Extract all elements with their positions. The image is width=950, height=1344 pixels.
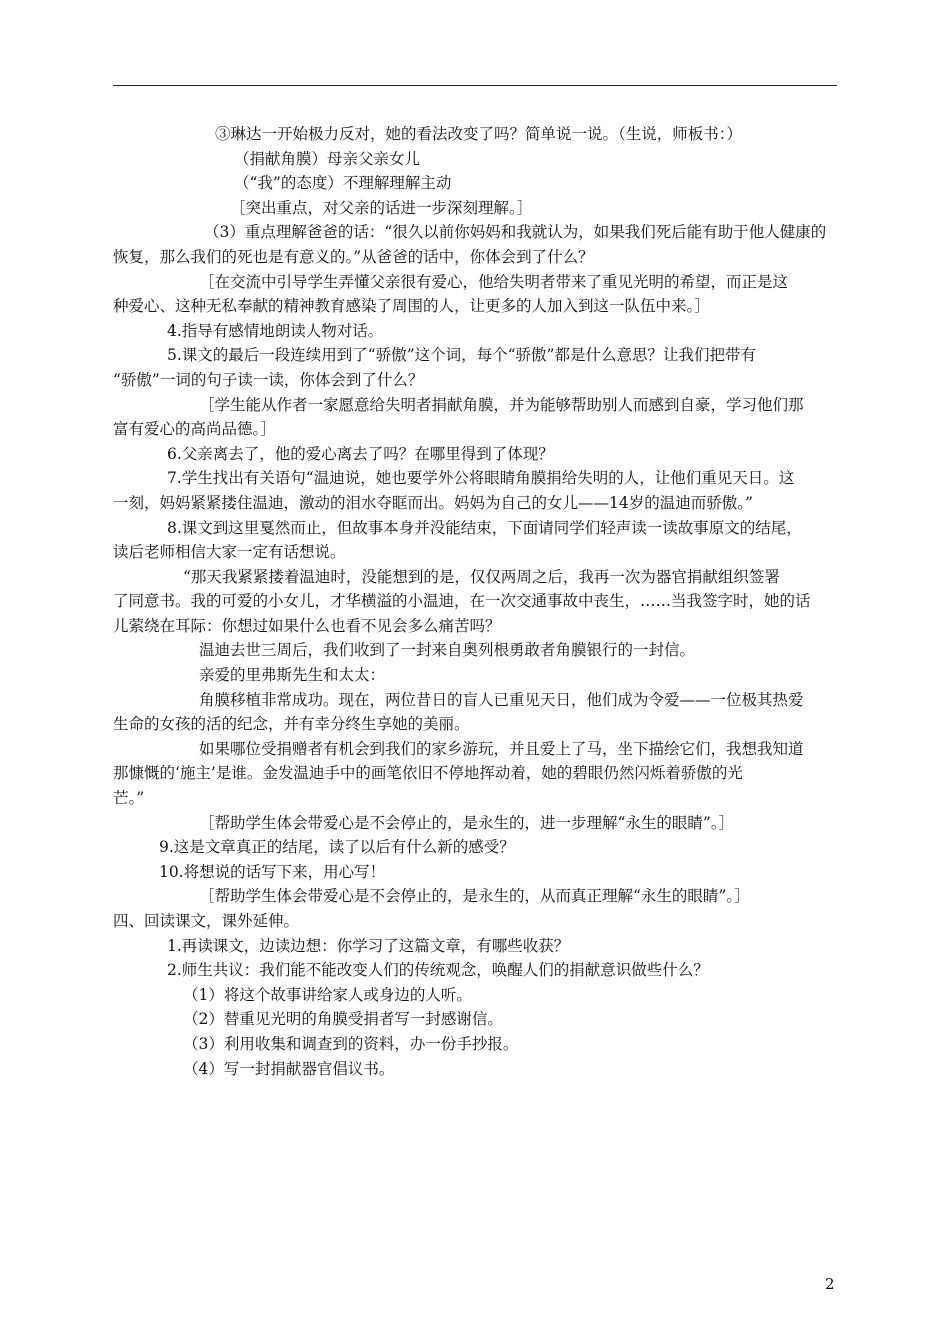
text-line: “骄傲”一词的句子读一读，你体会到了什么？: [113, 370, 424, 389]
text-line: ［在交流中引导学生弄懂父亲很有爱心，他给失明者带来了重见光明的希望，而正是这: [199, 272, 789, 291]
text-line: 4.指导有感情地朗读人物对话。: [167, 321, 384, 340]
text-line: 1.再读课文，边读边想：你学习了这篇文章，有哪些收获？: [167, 936, 570, 955]
text-line: 儿萦绕在耳际：你想过如果什么也看不见会多么痛苦吗？: [113, 616, 501, 635]
text-line: 富有爱心的高尚品德。］: [113, 420, 276, 439]
text-line: 如果哪位受捐赠者有机会到我们的家乡游玩，并且爱上了马，坐下描绘它们，我想我知道: [199, 739, 804, 758]
text-line: ［帮助学生体会带爱心是不会停止的，是永生的，进一步理解“永生的眼睛”。］: [199, 813, 735, 832]
text-line: 7.学生找出有关语句“温迪说，她也要学外公将眼睛角膜捐给失明的人，让他们重见天日。这: [167, 469, 795, 488]
text-line: 那慷慨的‘施主’是谁。金发温迪手中的画笔依旧不停地挥动着，她的碧眼仍然闪烁着骄傲的光: [113, 764, 743, 783]
text-line: ［突出重点，对父亲的话进一步深刻理解。］: [230, 198, 533, 217]
text-line: （“我”的态度）不理解理解主动: [234, 174, 452, 193]
text-line: （捐献角膜）母亲父亲女儿: [234, 149, 421, 168]
text-line: 生命的女孩的活的纪念，并有幸分终生享她的美丽。: [113, 715, 470, 734]
text-line: 10.将想说的话写下来，用心写！: [159, 862, 386, 881]
text-line: 5.课文的最后一段连续用到了“骄傲”这个词，每个“骄傲”都是什么意思？让我们把带有: [167, 346, 756, 365]
text-line: ［帮助学生体会带爱心是不会停止的，是永生的，从而真正理解“永生的眼睛”。］: [199, 887, 750, 906]
text-line: （3）重点理解爸爸的话：“很久以前你妈妈和我就认为，如果我们死后能有助于他人健康的: [204, 223, 827, 242]
text-line: 温迪去世三周后，我们收到了一封来自奥列根勇敢者角膜银行的一封信。: [199, 641, 696, 660]
text-line: “那天我紧紧搂着温迪时，没能想到的是，仅仅两周之后，我再一次为器官捐献组织签署: [183, 567, 780, 586]
text-line: 芒。”: [113, 789, 145, 808]
page-number: 2: [825, 1275, 835, 1293]
text-line: 2.师生共议：我们能不能改变人们的传统观念，唤醒人们的捐献意识做些什么？: [167, 961, 709, 980]
text-line: 了同意书。我的可爱的小女儿，才华横溢的小温迪，在一次交通事故中丧生，……当我签字时，她的话: [113, 592, 811, 611]
text-line: 6.父亲离去了，他的爱心离去了吗？在哪里得到了体现？: [167, 444, 554, 463]
text-line: （4）写一封捐献器官倡议书。: [183, 1059, 395, 1078]
text-line: （3）利用收集和调查到的资料，办一份手抄报。: [183, 1034, 519, 1053]
text-line: 亲爱的里弗斯先生和太太：: [199, 666, 386, 685]
text-line: 一刻，妈妈紧紧搂住温迪，激动的泪水夺眶而出。妈妈为自己的女儿——14岁的温迪而骄傲。”: [113, 493, 753, 512]
text-line: ［学生能从作者一家愿意给失明者捐献角膜，并为能够帮助别人而感到自豪，学习他们那: [199, 395, 804, 414]
text-line: 恢复，那么我们的死也是有意义的。”从爸爸的话中，你体会到了什么？: [113, 247, 594, 266]
text-line: ③琳达一开始极力反对，她的看法改变了吗？简单说一说。（生说，师板书：）: [215, 125, 743, 143]
text-line: 8.课文到这里戛然而止，但故事本身并没能结束，下面请同学们轻声读一读故事原文的结尾，: [167, 518, 802, 537]
header-rule: [113, 85, 837, 86]
text-line: 四、回读课文，课外延伸。: [113, 912, 300, 930]
document-body: [113, 122, 837, 1081]
text-line: 角膜移植非常成功。现在，两位昔日的盲人已重见天日，他们成为令爱——一位极其热爱: [199, 690, 804, 709]
text-line: 种爱心、这种无私奉献的精神教育感染了周围的人，让更多的人加入到这一队伍中来。］: [113, 297, 710, 316]
text-line: （2）替重见光明的角膜受捐者写一封感谢信。: [183, 1010, 503, 1029]
text-line: 9.这是文章真正的结尾，读了以后有什么新的感受？: [159, 838, 515, 857]
text-line: 读后老师相信大家一定有话想说。: [113, 543, 346, 562]
text-line: （1）将这个故事讲给家人或身边的人听。: [183, 985, 472, 1004]
